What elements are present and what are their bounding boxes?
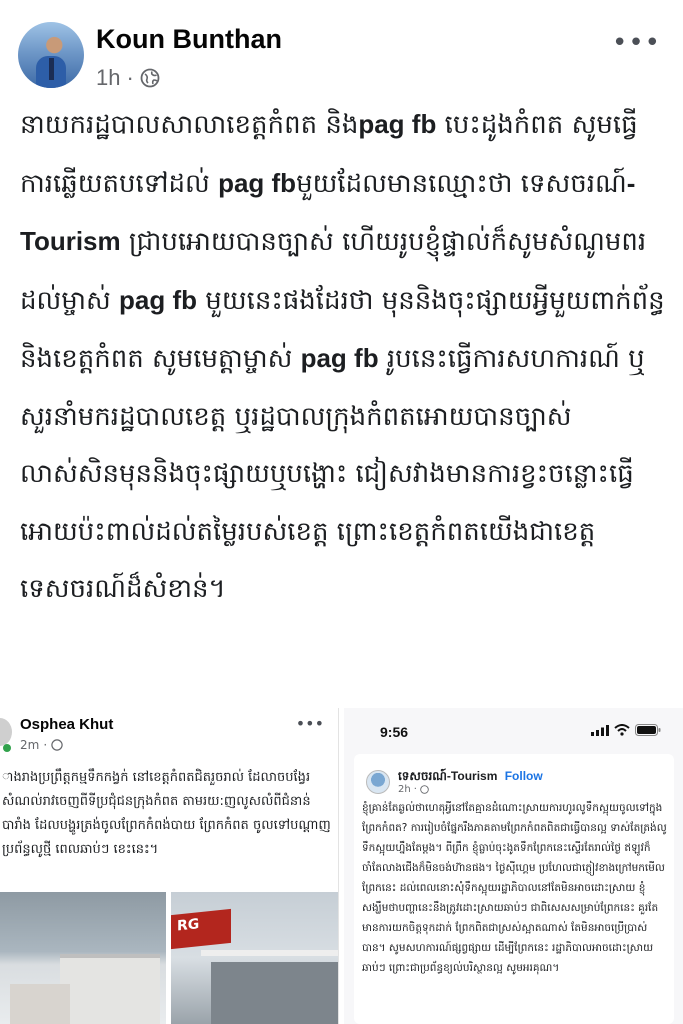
post-text-segment: បេះដូងកំពត សូមធ្វើការឆ្លើយតបទៅដល់ (20, 110, 638, 199)
avatar-tie-shape (49, 58, 54, 80)
globe-icon[interactable] (140, 68, 160, 88)
embedded-post-meta (398, 784, 429, 795)
post-meta (96, 65, 160, 91)
attached-screenshot-right[interactable] (344, 708, 683, 1024)
post-text-bold-segment: pag fb (218, 167, 297, 198)
post-header (0, 0, 683, 100)
post-text-segment: មួយដែលមានឈ្មោះថា ទេសចរណ៍ (296, 168, 627, 199)
avatar (0, 718, 12, 746)
embedded-author-name: Osphea Khut (20, 716, 114, 733)
post-body-text (20, 96, 670, 619)
page-avatar (366, 770, 390, 794)
meta-separator: · (43, 738, 48, 752)
post-text-bold-segment: pag fb (300, 343, 379, 373)
embedded-post-text: ខ្ញុំគ្រាន់តែឆ្ងល់ថាហេតុអ្វីនៅតែគ្មានដំណោះស្រាយការហូរលូទឹកស្អុយចូលទៅក្នុងព្រែកកំពត? ការរៀបចំផ្នែករឹងភាគតាមព្រែកកំពតពិតជាធ្វើបានល្អ ទាស់តែត្រង់លូទឹកស្អុយហ្នឹងតែម្ដង។ ពីព្រឹក ខ្ញុំធ្លាប់ចុះងូតទឹកព្រែកនេះស្ទើរតែរាល់ថ្ងៃ ឥឡូវក៏ចាំតែលាងជើងក៏មិនចង់ហ៊ានផង។ ថ្ងៃស៊ីហ្គេម ប្រហែលជាភ្ញៀវខាងក្រៅមកមើលព្រែកនេះ ដល់ពេលនោះសុំទឹកស្អុយរដ្ឋាភិបាលនៅតែមិនអាចដោះស្រាយ ខ្ញុំសង្ឃឹមថាបញ្ហានេះនឹងត្រូវដោះស្រាយឆាប់ៗ ជាពិសេសសម្រាប់ព្រែកនេះ គួរតែមានការយកចិត្តទុកដាក់ ព្រែកពិតជាស្រស់ស្អាតណាស់ តែមិនអាចប្រើប្រាស់បាន។ សូមសហការណ៍ផ្សព្វផ្សាយ ដើម្បីព្រែកនេះ រដ្ឋាភិបាលអាចដោះស្រាយឆាប់ៗ ព្រោះជាប្រព័ន្ធខ្យល់បរិស្ថានល្អ សូមអរគុណ។ (362, 802, 667, 974)
post-author-name[interactable]: Koun Bunthan (96, 24, 282, 54)
embedded-post-text: ាងរាងប្រព្រឹត្តកម្មទឹកកង្វក់ នៅខេត្តកំពតជិតរួចរាល់ ដែលាចបង្វែរសំណល់រាវចេញពីទីប្រជុំជនក្រុងកំពត តាមរយ:ញលូសលំពីជំនាន់បារាំង ដែលបង្ហូរត្រង់ចូលព្រែកកំពង់បាយ ព្រែកកំពត ចូលទៅបណ្តាញប្រព័ន្ធលូថ្មី ពេលឆាប់ៗ ខេះនេះ។ (2, 770, 331, 857)
embedded-timestamp: 2h (398, 784, 411, 795)
phone-status-time: 9:56 (380, 724, 409, 740)
globe-icon (420, 785, 429, 794)
meta-separator: · (126, 65, 134, 90)
post-text-bold-segment: pag fb (358, 109, 437, 139)
ramp-shape (211, 962, 338, 1024)
building-shape (10, 984, 70, 1024)
post-text-segment: ជ្រាបអោយបានច្បាស់ ហើយរូបខ្ញុំផ្ទាល់ក៏សូមសំណូមពរដល់ម្ចាស់ (20, 227, 647, 316)
meta-separator: · (413, 784, 417, 795)
page-name-label: ទេសចរណ៍-Tourism (398, 769, 498, 783)
battery-icon (635, 724, 661, 736)
avatar[interactable] (18, 22, 84, 88)
embedded-timestamp: 2m (20, 738, 40, 752)
more-options-icon: ••• (295, 714, 324, 733)
signal-icon (591, 725, 609, 736)
more-options-icon[interactable]: ••• (611, 28, 661, 58)
sign-shape: RG (171, 909, 231, 949)
online-status-icon (3, 744, 11, 752)
globe-icon (51, 739, 63, 751)
building-shape (60, 954, 160, 1024)
post-text-bold-segment: -Tourism (20, 167, 636, 256)
rail-shape (201, 950, 338, 956)
post-text-segment: មួយនេះផងដែរថា មុននិងចុះផ្សាយអ្វីមួយពាក់ព័ន្ធនិងខេត្តកំពត សូមមេត្តាម្ចាស់ (20, 285, 665, 374)
embedded-post-meta (20, 738, 63, 752)
wifi-icon (614, 724, 630, 736)
embedded-post-card (354, 754, 674, 1024)
phone-status-icons (591, 724, 661, 736)
post-text-bold-segment: pag fb (119, 284, 198, 315)
embedded-photo-drain (171, 892, 338, 1024)
follow-button: Follow (504, 769, 543, 783)
embedded-photo-building (0, 892, 166, 1024)
post-text-segment: រូបនេះធ្វើការសហការណ៍ ឬសួរនាំមករដ្ឋបាលខេត្ត ឬរដ្ឋបាលក្រុងកំពតអោយបានច្បាស់លាស់សិនមុននិងចុះផ្សាយឬបង្ហោះ ជៀសវាងមានការខ្វះចន្លោះធ្វើអោយប៉ះពាល់ដល់តម្លៃរបស់ខេត្ត ព្រោះខេត្តកំពតយើងជាខេត្តទេសចរណ៍ដ៏សំខាន់។ (20, 344, 645, 604)
post-timestamp[interactable]: 1h (96, 65, 121, 90)
post-text-segment: នាយករដ្ឋបាលសាលាខេត្តកំពត និង (20, 110, 359, 140)
